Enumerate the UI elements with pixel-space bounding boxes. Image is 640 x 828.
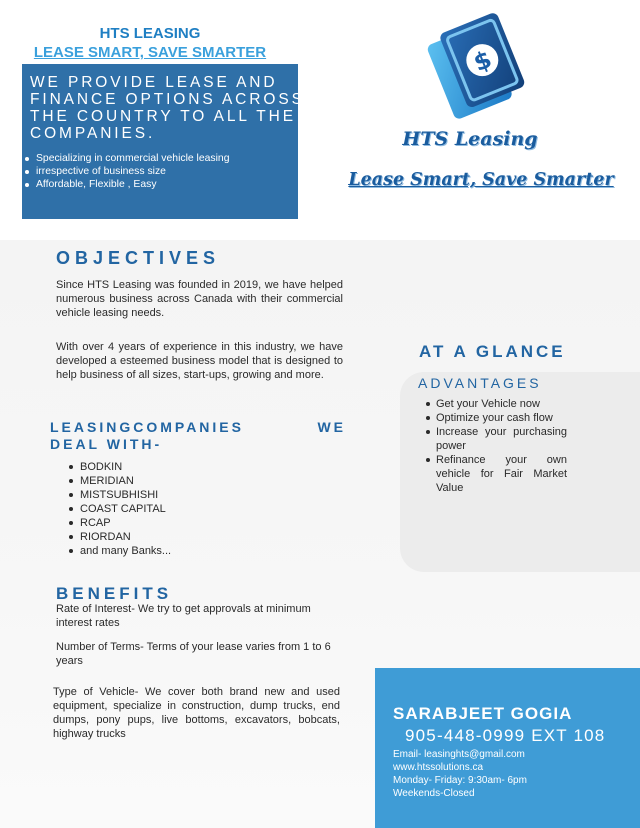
leasing-title-line2: DEAL WITH- — [50, 436, 163, 452]
intro-bullet: Affordable, Flexible , Easy — [36, 178, 229, 191]
leasing-title-left: LEASINGCOMPANIES — [50, 419, 244, 435]
dollar-card-icon — [424, 12, 544, 122]
objectives-paragraph: With over 4 years of experience in this industry, we have developed a esteemed business model that is designed to help business of all sizes, start-ups, growing and more. — [56, 341, 343, 381]
objectives-title: OBJECTIVES — [56, 248, 221, 268]
list-item: RIORDAN — [80, 530, 171, 544]
list-item: Refinance your own vehicle for Fair Market Value — [436, 454, 567, 494]
intro-bullets — [36, 152, 229, 191]
logo-tagline: Lease Smart, Save Smarter — [348, 170, 614, 190]
companies-list — [80, 460, 171, 558]
logo-title: HTS Leasing — [402, 128, 538, 150]
contact-box — [375, 668, 640, 828]
list-item: Increase your purchasing power — [436, 426, 567, 452]
contact-email: Email- leasinghts@gmail.com — [393, 749, 525, 760]
objectives-paragraph: Since HTS Leasing was founded in 2019, we have helped numerous business across Canada with their commercial vehicle leasing needs. — [56, 279, 343, 319]
list-item: and many Banks... — [80, 545, 172, 557]
contact-name: SARABJEET GOGIA — [393, 704, 573, 723]
list-item: MERIDIAN — [80, 474, 171, 488]
dollar-symbol: $ — [469, 44, 496, 78]
contact-hours: Monday- Friday: 9:30am- 6pm — [393, 775, 527, 786]
benefit-item: Type of Vehicle- We cover both brand new and used equipment, specialize in construction, dump trucks, end dumps, pony pups, live bottoms, excavators, bobcats, highway trucks — [53, 686, 340, 740]
list-item: BODKIN — [80, 460, 171, 474]
contact-phone: 905-448-0999 EXT 108 — [405, 726, 606, 745]
list-item: MISTSUBHISHI — [80, 488, 171, 502]
advantages-title: ADVANTAGES — [418, 375, 542, 391]
glance-title: AT A GLANCE — [419, 342, 566, 361]
contact-website: www.htssolutions.ca — [393, 762, 484, 773]
intro-headline: WE PROVIDE LEASE AND FINANCE OPTIONS ACROSS THE COUNTRY TO ALL THE COMPANIES. — [30, 74, 305, 142]
header-brand: HTS LEASING — [99, 25, 201, 42]
list-item: Get your Vehicle now — [436, 397, 567, 411]
intro-bullet: Specializing in commercial vehicle leasing — [36, 153, 230, 164]
list-item: COAST CAPITAL — [80, 502, 171, 516]
benefit-item: Rate of Interest- We try to get approvals at minimum interest rates — [56, 603, 311, 629]
leasing-title-right: WE — [317, 419, 346, 435]
header-tagline: LEASE SMART, SAVE SMARTER — [33, 44, 267, 61]
advantages-list — [436, 397, 567, 495]
benefit-item: Number of Terms- Terms of your lease varies from 1 to 6 years — [56, 641, 331, 667]
list-item: RCAP — [80, 516, 171, 530]
list-item: Optimize your cash flow — [436, 411, 567, 425]
intro-box — [22, 64, 305, 219]
intro-bullet: irrespective of business size — [36, 165, 229, 178]
benefits-title: BENEFITS — [56, 584, 173, 603]
leasing-title — [50, 419, 346, 453]
contact-weekends: Weekends-Closed — [393, 788, 475, 799]
